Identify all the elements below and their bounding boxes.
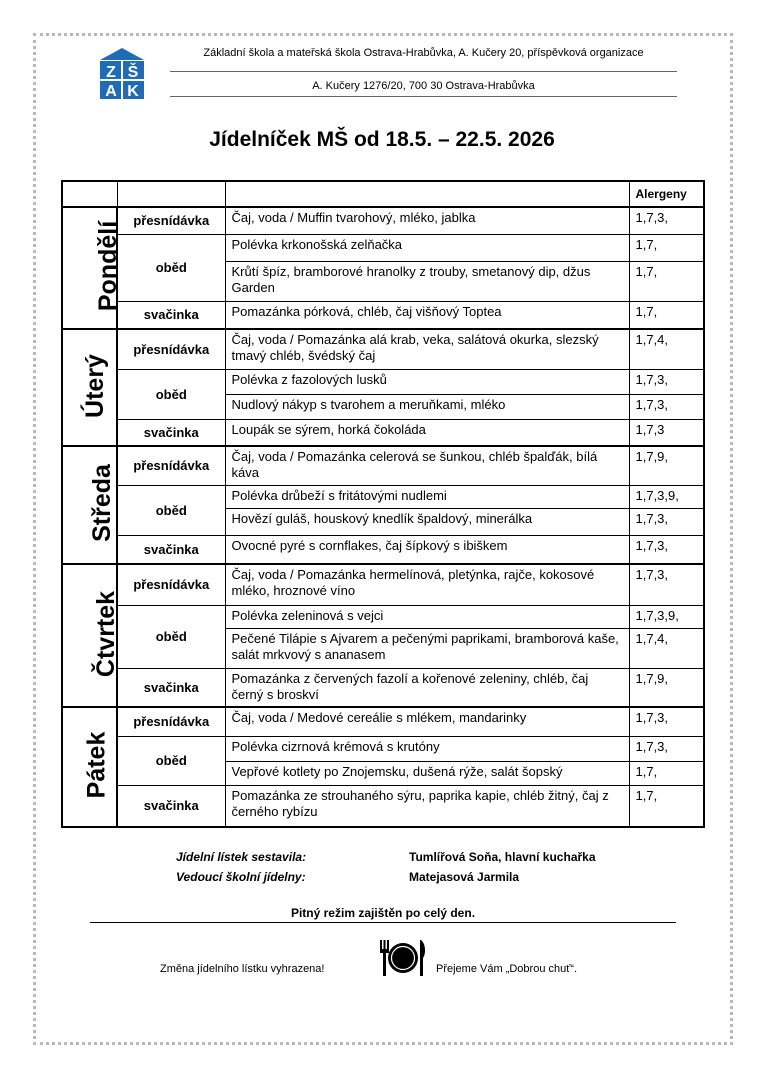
dish-cell: Čaj, voda / Pomazánka hermelínová, pletýnka, rajče, kokosové mléko, hroznové víno [225, 564, 629, 605]
dish-cell: Polévka zeleninová s vejci [225, 605, 629, 628]
dish-cell: Loupák se sýrem, horká čokoláda [225, 420, 629, 446]
meal-label: svačinka [117, 420, 225, 446]
table-row [62, 420, 704, 446]
day-cell-monday [62, 207, 123, 330]
allergens-cell: 1,7,3,9, [629, 605, 704, 628]
table-row [62, 707, 704, 736]
table-row [62, 564, 704, 605]
allergens-cell: 1,7,4, [629, 628, 704, 668]
allergens-cell: 1,7,3, [629, 535, 704, 564]
dish-cell: Čaj, voda / Medové cereálie s mlékem, mandarinky [225, 707, 629, 736]
meal-label: oběd [117, 486, 225, 535]
header-cell-meal [117, 181, 225, 207]
day-label: Pátek [82, 731, 111, 799]
allergens-cell: 1,7, [629, 762, 704, 786]
allergens-cell: 1,7,3, [629, 509, 704, 536]
dish-cell: Polévka cizrnová krémová s krutóny [225, 736, 629, 762]
header-cell-day [62, 181, 117, 207]
meal-label: oběd [117, 235, 225, 302]
day-label: Pondělí [94, 220, 123, 312]
meal-label: oběd [117, 736, 225, 785]
allergens-cell: 1,7, [629, 235, 704, 262]
dish-cell: Krůtí špíz, bramborové hranolky z trouby, smetanový dip, džus Garden [225, 261, 629, 301]
header-divider [170, 96, 677, 97]
meal-label: svačinka [117, 786, 225, 827]
dish-cell: Polévka krkonošská zelňačka [225, 235, 629, 262]
day-label: Středa [87, 464, 116, 542]
logo-letter: K [127, 83, 139, 100]
header-divider [170, 71, 677, 72]
dish-cell: Polévka z fazolových lusků [225, 370, 629, 395]
table-row [62, 486, 704, 509]
manager-label: Vedoucí školní jídelny: [176, 870, 306, 884]
dish-cell: Čaj, voda / Pomazánka alá krab, veka, salátová okurka, slezský tmavý chléb, švédský čaj [225, 329, 629, 369]
meal-label: svačinka [117, 535, 225, 564]
table-row [62, 668, 704, 707]
address-line: A. Kučery 1276/20, 700 30 Ostrava-Hrabůvka [312, 80, 535, 92]
logo-letter: A [105, 83, 117, 100]
meal-label: přesnídávka [117, 207, 225, 235]
header-cell-dish [225, 181, 629, 207]
allergens-cell: 1,7,3, [629, 394, 704, 420]
footer-divider [90, 922, 676, 923]
dish-cell: Hovězí guláš, houskový knedlík špaldový, minerálka [225, 509, 629, 536]
dish-cell: Pečené Tilápie s Ajvarem a pečenými paprikami, bramborová kaše, salát mrkvový s ananasem [225, 628, 629, 668]
page-title: Jídelníček MŠ od 18.5. – 22.5. 2026 [209, 128, 555, 151]
logo-letter: Š [127, 64, 139, 81]
table-row [62, 535, 704, 564]
compiled-by-value: Tumlířová Soňa, hlavní kuchařka [409, 850, 596, 864]
dish-cell: Pomazánka ze strouhaného sýru, paprika kapie, chléb žitný, čaj z černého rybízu [225, 786, 629, 827]
compiled-by-label: Jídelní lístek sestavila: [176, 850, 307, 864]
allergens-cell: 1,7,3 [629, 420, 704, 446]
allergens-cell: 1,7,3, [629, 370, 704, 395]
drinking-regime-note: Pitný režim zajištěn po celý den. [290, 906, 476, 920]
allergens-cell: 1,7,3,9, [629, 486, 704, 509]
dish-cell: Vepřové kotlety po Znojemsku, dušená rýže, salát šopský [225, 762, 629, 786]
allergens-cell: 1,7,9, [629, 446, 704, 486]
allergens-cell: 1,7, [629, 261, 704, 301]
meal-label: přesnídávka [117, 564, 225, 605]
table-row [62, 329, 704, 369]
table-row [62, 446, 704, 486]
table-row [62, 235, 704, 262]
meal-label: oběd [117, 605, 225, 668]
meal-label: přesnídávka [117, 446, 225, 486]
allergens-cell: 1,7,3, [629, 707, 704, 736]
table-row [62, 786, 704, 827]
dish-cell: Polévka drůbeží s fritátovými nudlemi [225, 486, 629, 509]
school-logo [98, 46, 146, 100]
allergens-cell: 1,7, [629, 786, 704, 827]
meal-label: přesnídávka [117, 329, 225, 369]
table-row [62, 207, 704, 235]
dish-cell: Pomazánka pórková, chléb, čaj višňový Toptea [225, 302, 629, 330]
manager-value: Matejasová Jarmila [409, 870, 520, 884]
table-row [62, 302, 704, 330]
change-note: Změna jídelního lístku vyhrazena! [160, 963, 325, 975]
allergens-cell: 1,7,3, [629, 564, 704, 605]
plate-cutlery-icon [376, 938, 430, 978]
logo-letter: Z [106, 64, 116, 81]
table-row [62, 370, 704, 395]
allergens-cell: 1,7, [629, 302, 704, 330]
allergens-cell: 1,7,3, [629, 736, 704, 762]
meal-label: oběd [117, 370, 225, 420]
day-cell-wednesday [62, 446, 117, 564]
allergens-cell: 1,7,9, [629, 668, 704, 707]
day-label: Čtvrtek [92, 590, 121, 677]
dish-cell: Čaj, voda / Pomazánka celerová se šunkou, chléb špalďák, bílá káva [225, 446, 629, 486]
meal-label: svačinka [117, 668, 225, 707]
bon-appetit-note: Přejeme Vám „Dobrou chuť“. [436, 963, 578, 975]
dish-cell: Ovocné pyré s cornflakes, čaj šípkový s ibiškem [225, 535, 629, 564]
organization-line: Základní škola a mateřská škola Ostrava-Hrabůvka, A. Kučery 20, příspěvková organizace [203, 47, 644, 59]
day-label: Úterý [80, 353, 109, 418]
day-cell-tuesday [62, 329, 117, 445]
meal-label: přesnídávka [117, 707, 225, 736]
menu-table [61, 180, 705, 828]
day-cell-friday [62, 707, 117, 827]
table-row [62, 605, 704, 628]
allergens-cell: 1,7,3, [629, 207, 704, 235]
dish-cell: Nudlový nákyp s tvarohem a meruňkami, mléko [225, 394, 629, 420]
meal-label: svačinka [117, 302, 225, 330]
dish-cell: Čaj, voda / Muffin tvarohový, mléko, jablka [225, 207, 629, 235]
day-cell-thursday [62, 564, 121, 707]
dish-cell: Pomazánka z červených fazolí a kořenové zeleniny, chléb, čaj černý s broskví [225, 668, 629, 707]
table-header-row [62, 181, 704, 207]
table-row [62, 736, 704, 762]
allergens-header: Alergeny [629, 181, 704, 207]
allergens-cell: 1,7,4, [629, 329, 704, 369]
